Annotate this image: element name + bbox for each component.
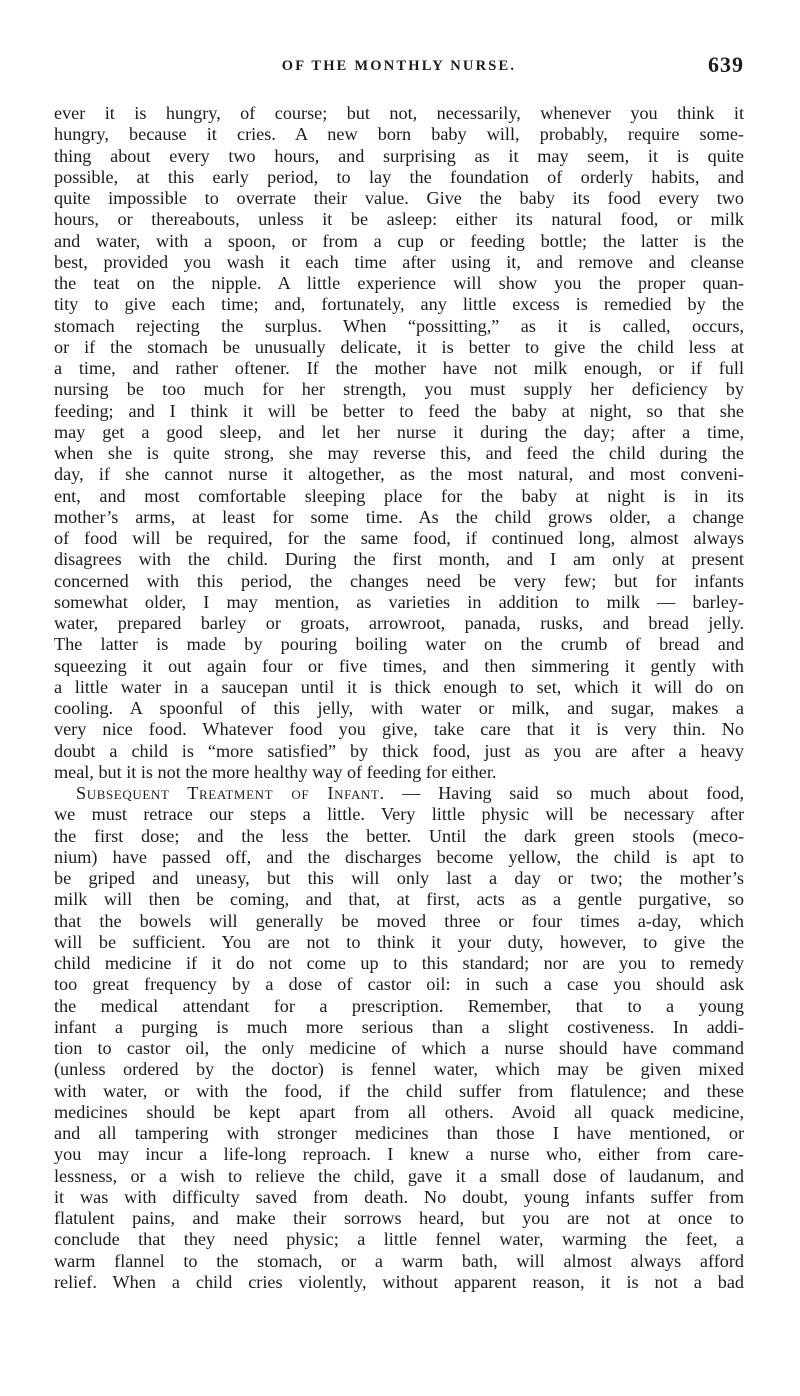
- text-line: nursing be too much for her strength, you must supply her deficiency by: [54, 379, 744, 400]
- text-line: meal, but it is not the more healthy way of feeding for either.: [54, 761, 497, 782]
- text-line: may get a good sleep, and let her nurse it during the day; after a time,: [54, 421, 744, 442]
- text-line: of food will be required, for the same food, if continued long, almost always: [54, 528, 744, 548]
- text-line: concerned with this period, the changes need be very few; but for infants: [54, 570, 744, 591]
- text-line: mother’s arms, at least for some time. As the child grows older, a change: [54, 506, 744, 527]
- text-line: and water, with a spoon, or from a cup or feeding bottle; the latter is the: [54, 230, 744, 251]
- text-line: the first dose; and the less the better. Until the dark green stools (meco-: [54, 825, 744, 846]
- running-head: [54, 52, 744, 82]
- text-line: nium) have passed off, and the discharges become yellow, the child is apt to: [54, 846, 744, 867]
- page-number: 639: [708, 52, 744, 77]
- text-line: possible, at this early period, to lay the foundation of orderly habits, and: [54, 166, 744, 187]
- text-line: The latter is made by pouring boiling water on the crumb of bread and: [54, 634, 744, 655]
- text-line: with water, or with the food, if the child suffer from flatulence; and these: [54, 1080, 744, 1101]
- text-line: quite impossible to overrate their value. Give the baby its food every two: [54, 188, 744, 208]
- text-line: it was with difficulty saved from death. No doubt, young infants suffer from: [54, 1186, 744, 1207]
- text-line: flatulent pains, and make their sorrows heard, but you are not at once to: [54, 1208, 744, 1228]
- text-line: best, provided you wash it each time after using it, and remove and cleanse: [54, 251, 744, 272]
- text-line: the medical attendant for a prescription. Remember, that to a young: [54, 995, 744, 1016]
- text-line: you may incur a life-long reproach. I knew a nurse who, either from care-: [54, 1144, 744, 1165]
- text-line: doubt a child is “more satisfied” by thick food, just as you are after a heavy: [54, 740, 744, 761]
- text-line: that the bowels will generally be moved three or four times a-day, which: [54, 910, 744, 931]
- book-page: [54, 0, 744, 1396]
- text-line: relief. When a child cries violently, without apparent reason, it is not a bad: [54, 1271, 744, 1292]
- text-line: when she is quite strong, she may reverse this, and feed the child during the: [54, 443, 744, 463]
- text-line: and all tampering with stronger medicines than those I have mentioned, or: [54, 1123, 744, 1143]
- text-line: a time, and rather oftener. If the mother have not milk enough, or if full: [54, 358, 744, 378]
- text-line: or if the stomach be unusually delicate, it is better to give the child less at: [54, 336, 744, 357]
- text-line: stomach rejecting the surplus. When “possitting,” as it is called, occurs,: [54, 315, 744, 336]
- text-line: very nice food. Whatever food you give, take care that it is very thin. No: [54, 719, 744, 740]
- text-line: day, if she cannot nurse it altogether, as the most natural, and most conveni-: [54, 464, 744, 485]
- text-line: thing about every two hours, and surprising as it may seem, it is quite: [54, 145, 744, 166]
- text-line: the teat on the nipple. A little experience will show you the proper quan-: [54, 273, 744, 293]
- text-line: disagrees with the child. During the first month, and I am only at present: [54, 549, 744, 570]
- section-heading: Subsequent Treatment of Infant.: [76, 783, 385, 803]
- text-line: be griped and uneasy, but this will only last a day or two; the mother’s: [54, 868, 744, 888]
- text-line: a little water in a saucepan until it is thick enough to set, which it will do on: [54, 676, 744, 697]
- text-line: tion to castor oil, the only medicine of which a nurse should have command: [54, 1038, 744, 1058]
- text-line: ever it is hungry, of course; but not, necessarily, whenever you think it: [54, 103, 744, 123]
- text-line: ent, and most comfortable sleeping place for the baby at night is in its: [54, 485, 744, 506]
- text-line: hours, or thereabouts, unless it be asleep: either its natural food, or milk: [54, 209, 744, 230]
- text-line: (unless ordered by the doctor) is fennel water, which may be given mixed: [54, 1059, 744, 1080]
- text-line: medicines should be kept apart from all others. Avoid all quack medicine,: [54, 1101, 744, 1122]
- body-text: [54, 103, 744, 1293]
- section-heading-line: [54, 783, 744, 804]
- text-line: tity to give each time; and, fortunately, any little excess is remedied by the: [54, 294, 744, 315]
- text-line: milk will then be coming, and that, at first, acts as a gentle purgative, so: [54, 889, 744, 910]
- text-line: conclude that they need physic; a little fennel water, warming the feet, a: [54, 1229, 744, 1250]
- running-title: OF THE MONTHLY NURSE.: [281, 58, 517, 74]
- section-heading-rest: — Having said so much about food,: [402, 783, 744, 803]
- text-line: somewhat older, I may mention, as varieties in addition to milk — barley-: [54, 591, 744, 612]
- text-line: cooling. A spoonful of this jelly, with water or milk, and sugar, makes a: [54, 698, 744, 718]
- text-line: we must retrace our steps a little. Very little physic will be necessary after: [54, 804, 744, 825]
- text-line: will be sufficient. You are not to think it your duty, however, to give the: [54, 931, 744, 952]
- text-line: too great frequency by a dose of castor oil: in such a case you should ask: [54, 974, 744, 995]
- text-line: hungry, because it cries. A new born baby will, probably, require some-: [54, 124, 744, 145]
- text-line: feeding; and I think it will be better to feed the baby at night, so that she: [54, 400, 744, 421]
- text-line: infant a purging is much more serious than a slight costiveness. In addi-: [54, 1016, 744, 1037]
- text-line: child medicine if it do not come up to this standard; nor are you to remedy: [54, 953, 744, 973]
- text-line: water, prepared barley or groats, arrowroot, panada, rusks, and bread jelly.: [54, 613, 744, 633]
- text-line: warm flannel to the stomach, or a warm bath, will almost always afford: [54, 1250, 744, 1271]
- text-line: squeezing it out again four or five times, and then simmering it gently with: [54, 655, 744, 676]
- text-line: lessness, or a wish to relieve the child, gave it a small dose of laudanum, and: [54, 1165, 744, 1186]
